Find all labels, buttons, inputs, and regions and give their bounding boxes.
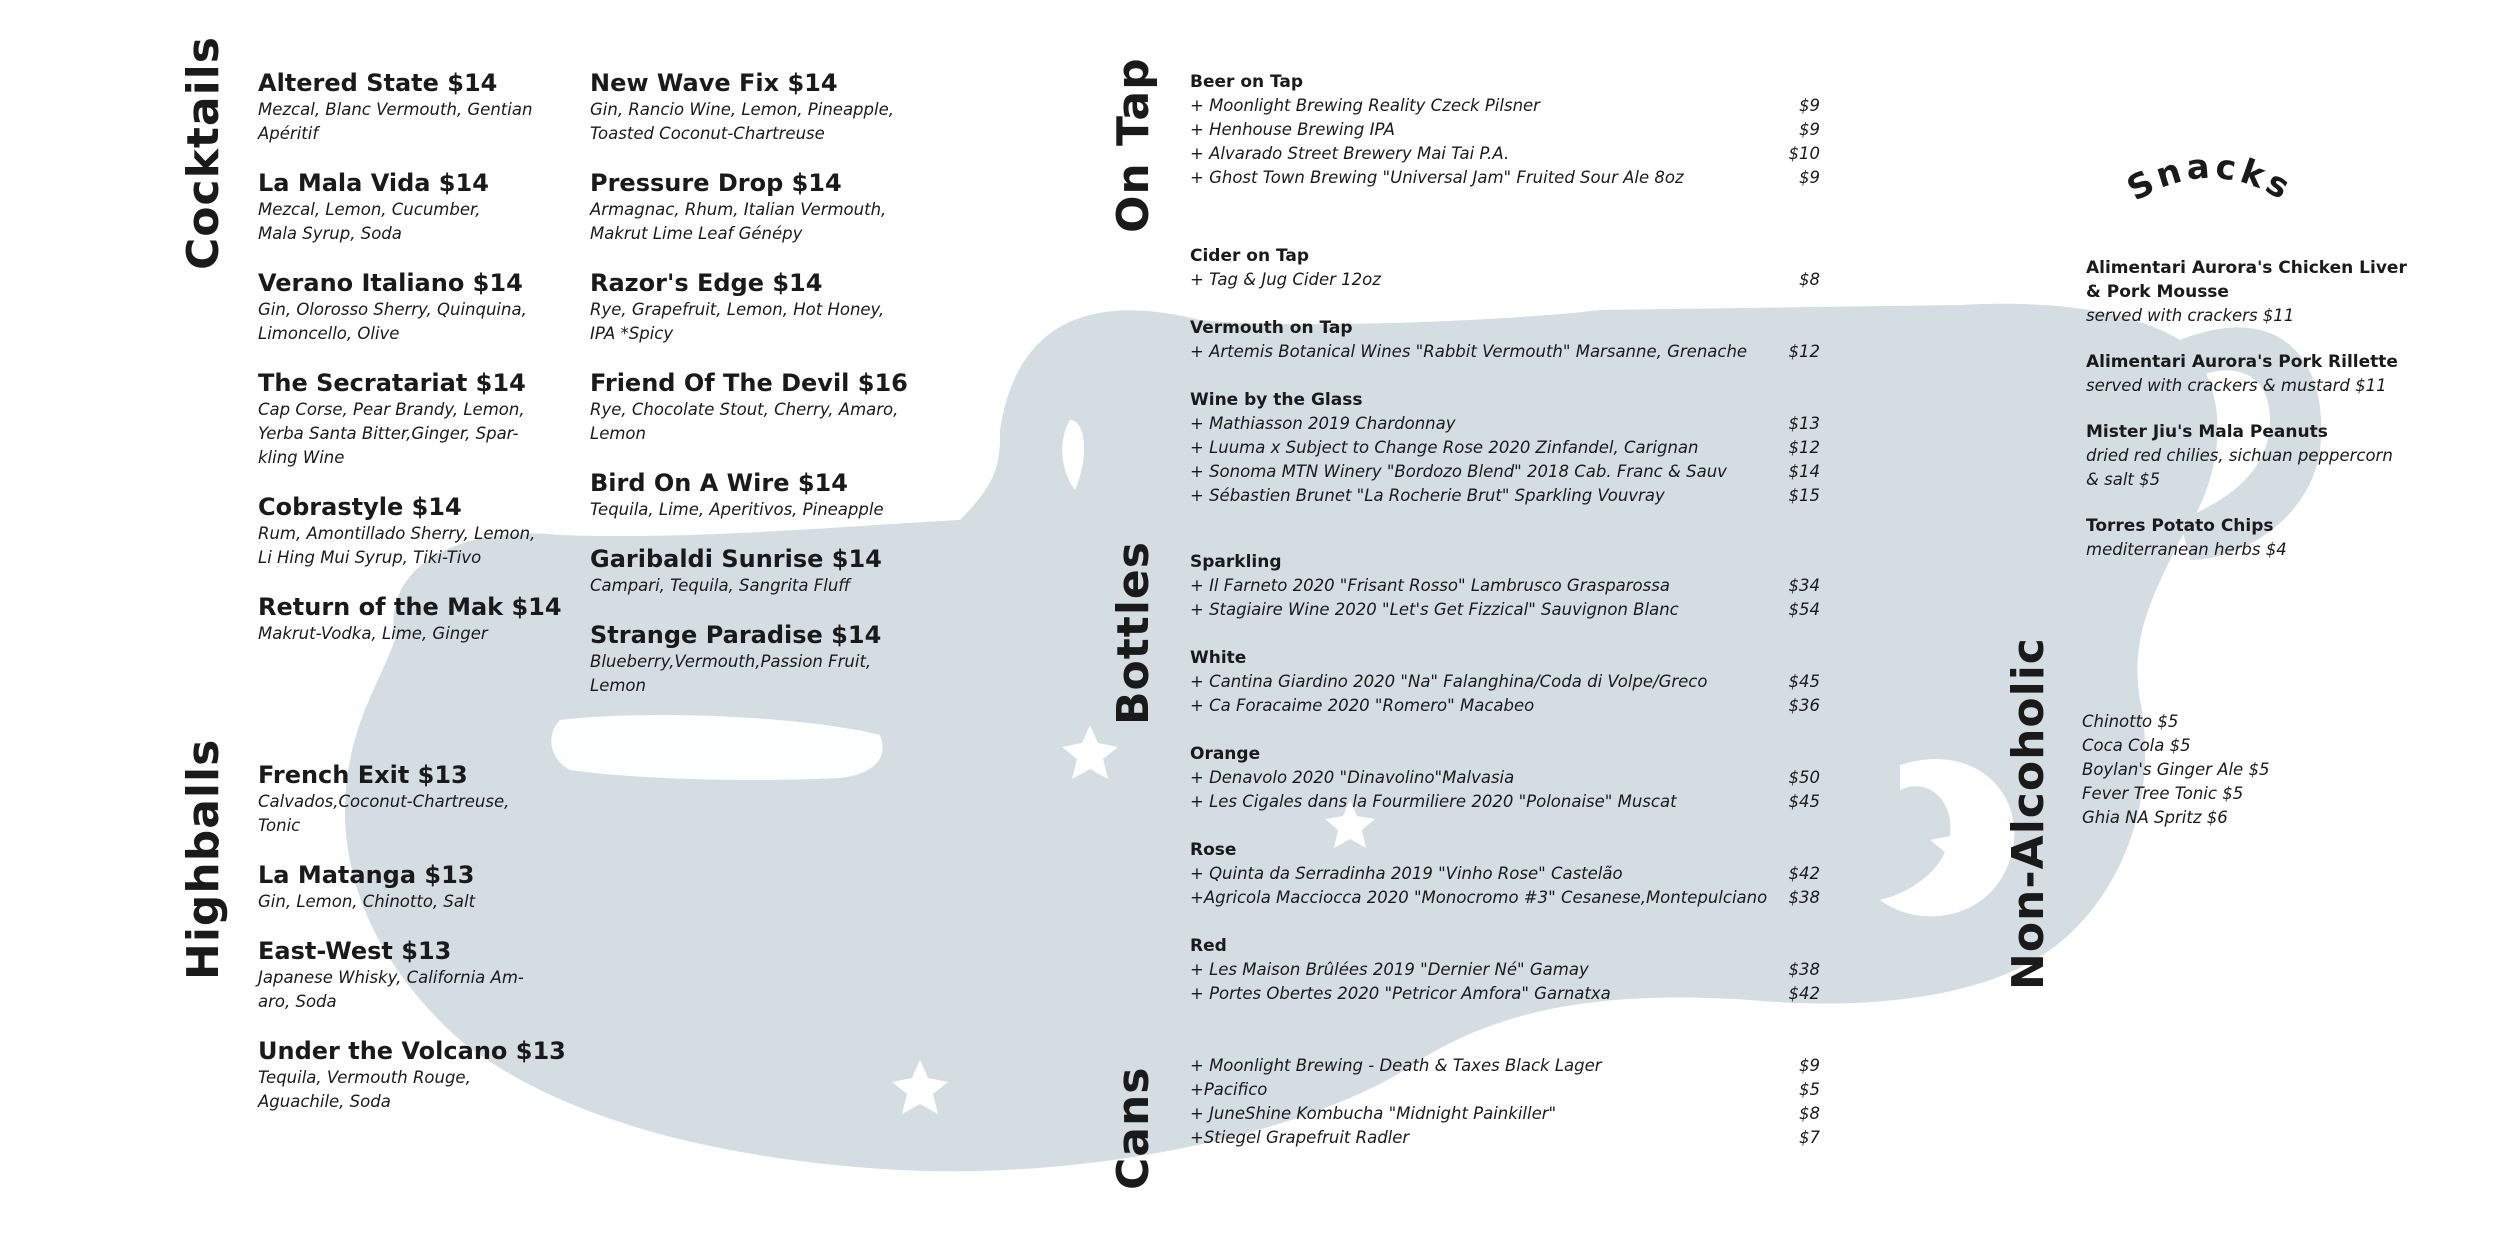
drink-name: Return of the Mak $14 [258,593,562,621]
snack-description: served with crackers $11 [2086,306,2295,325]
drink-description: Campari, Tequila, Sangrita Fluff [590,576,851,595]
item-price: $12 [1788,438,1820,457]
item-name: + Il Farneto 2020 "Frisant Rosso" Lambrusco Grasparossa [1190,576,1670,595]
item-price: $50 [1788,768,1820,787]
item-name: + Portes Obertes 2020 "Petricor Amfora" Garnatxa [1190,984,1611,1003]
item-price: $14 [1788,462,1820,481]
drink-description: Gin, Lemon, Chinotto, Salt [258,892,476,911]
snack-name: Torres Potato Chips [2086,516,2274,536]
menu-row [1190,982,1820,1006]
cocktails-heading: Cocktails [178,36,229,270]
drink-item [258,268,568,346]
menu-row [1190,574,1820,598]
drink-description: Rye, Grapefruit, Lemon, Hot Honey, [590,300,885,319]
snacks-heading-text: Snacks [2120,146,2300,210]
drink-description: aro, Soda [258,992,337,1011]
drink-name: Pressure Drop $14 [590,169,842,197]
non-alcoholic-item: Ghia NA Spritz $6 [2082,808,2228,827]
item-name: + Les Cigales dans la Fourmiliere 2020 "Polonaise" Muscat [1190,792,1677,811]
item-price: $8 [1799,270,1820,289]
drink-item [258,936,578,1014]
cocktails-list-right [590,68,920,720]
drink-description: Yerba Santa Bitter,Ginger, Spar- [258,424,519,443]
drink-name: East-West $13 [258,937,452,965]
drink-description: Mala Syrup, Soda [258,224,402,243]
menu-row [1190,598,1820,622]
item-name: + Moonlight Brewing - Death & Taxes Black Lager [1190,1056,1602,1075]
item-name: + Moonlight Brewing Reality Czeck Pilsner [1190,96,1540,115]
snack-description: & salt $5 [2086,470,2161,489]
bottles-heading: Bottles [1108,541,1159,725]
snack-item [2086,420,2416,492]
drink-description: Apéritif [258,124,319,143]
drink-description: Gin, Rancio Wine, Lemon, Pineapple, [590,100,894,119]
non-alcoholic-heading: Non-Alcoholic [2003,637,2054,990]
drink-name: The Secratariat $14 [258,369,526,397]
menu-row [1190,460,1820,484]
drink-item [590,620,920,698]
drink-description: Lemon [590,424,646,443]
drink-item [258,1036,578,1114]
snack-description: served with crackers & mustard $11 [2086,376,2387,395]
bottles-list [1190,550,1820,1006]
menu-row [1190,436,1820,460]
item-name: +Stiegel Grapefruit Radler [1190,1128,1410,1147]
non-alcoholic-list [2082,710,2362,830]
drink-name: French Exit $13 [258,761,468,789]
menu-row [1190,268,1820,292]
item-price: $13 [1788,414,1820,433]
drink-item [258,492,568,570]
menu-section [1190,70,1820,190]
cocktails-list-left [258,68,568,668]
drink-description: Rum, Amontillado Sherry, Lemon, [258,524,536,543]
menu-row [1190,886,1820,910]
item-name: +Agricola Macciocca 2020 "Monocromo #3" Cesanese,Montepulciano [1190,888,1768,907]
item-price: $54 [1788,600,1820,619]
menu-row [1190,340,1820,364]
section-title: Red [1190,936,1227,956]
drink-description: Japanese Whisky, California Am- [258,968,524,987]
snack-item [2086,350,2416,398]
drink-description: kling Wine [258,448,345,467]
drink-item [590,368,920,446]
menu-row [1190,958,1820,982]
drink-description: Tequila, Vermouth Rouge, [258,1068,471,1087]
highballs-heading: Highballs [178,738,229,980]
drink-item [590,168,920,246]
drink-description: Rye, Chocolate Stout, Cherry, Amaro, [590,400,899,419]
item-name: + Tag & Jug Cider 12oz [1190,270,1381,289]
menu-row [1190,1126,1820,1150]
drink-description: Makrut Lime Leaf Génépy [590,224,803,243]
snack-item [2086,514,2416,562]
menu-row [1190,1054,1820,1078]
menu-row [1190,694,1820,718]
menu-section [1190,316,1820,364]
menu-row [1190,1102,1820,1126]
drink-description: Limoncello, Olive [258,324,400,343]
item-name: + Quinta da Serradinha 2019 "Vinho Rose" Castelão [1190,864,1623,883]
item-name: + Sonoma MTN Winery "Bordozo Blend" 2018 Cab. Franc & Sauv [1190,462,1727,481]
menu-row [1190,94,1820,118]
menu-row [1190,412,1820,436]
menu-section [1190,838,1820,910]
section-title: Cider on Tap [1190,246,1310,266]
menu-section [1190,742,1820,814]
drink-item [590,268,920,346]
menu-row [1190,142,1820,166]
item-price: $15 [1788,486,1820,505]
non-alcoholic-item: Boylan's Ginger Ale $5 [2082,760,2270,779]
snack-name: Alimentari Aurora's Chicken Liver [2086,258,2407,278]
menu-row [1190,766,1820,790]
cans-list [1190,1054,1820,1150]
drink-description: Blueberry,Vermouth,Passion Fruit, [590,652,872,671]
menu-row [1190,484,1820,508]
svg-text:Snacks [2121,146,2300,209]
section-title: Beer on Tap [1190,72,1304,92]
item-name: + Ca Foracaime 2020 "Romero" Macabeo [1190,696,1535,715]
drink-description: Makrut-Vodka, Lime, Ginger [258,624,488,643]
drink-item [258,760,578,838]
drink-description: IPA *Spicy [590,324,674,343]
item-name: +Pacifico [1190,1080,1268,1099]
menu-section [1190,646,1820,718]
snack-description: dried red chilies, sichuan peppercorn [2086,446,2393,465]
non-alcoholic-item: Fever Tree Tonic $5 [2082,784,2244,803]
drink-name: Razor's Edge $14 [590,269,823,297]
drink-name: Altered State $14 [258,69,498,97]
item-price: $5 [1799,1080,1820,1099]
non-alcoholic-item: Chinotto $5 [2082,712,2179,731]
drink-name: Under the Volcano $13 [258,1037,566,1065]
drink-name: Garibaldi Sunrise $14 [590,545,882,573]
menu-section [1190,388,1820,508]
snack-name: Mister Jiu's Mala Peanuts [2086,422,2328,442]
drink-name: La Mala Vida $14 [258,169,489,197]
drink-description: Cap Corse, Pear Brandy, Lemon, [258,400,525,419]
item-name: + Luuma x Subject to Change Rose 2020 Zinfandel, Carignan [1190,438,1699,457]
drink-name: Bird On A Wire $14 [590,469,848,497]
item-price: $9 [1799,120,1820,139]
item-price: $45 [1788,792,1820,811]
drink-item [258,168,568,246]
drink-name: Cobrastyle $14 [258,493,462,521]
item-price: $8 [1799,1104,1820,1123]
menu-row [1190,118,1820,142]
snacks-list [2086,256,2416,584]
section-title: Vermouth on Tap [1190,318,1353,338]
menu-row [1190,862,1820,886]
item-price: $9 [1799,96,1820,115]
drink-description: Tequila, Lime, Aperitivos, Pineapple [590,500,884,519]
drink-name: La Matanga $13 [258,861,475,889]
item-price: $12 [1788,342,1820,361]
menu-section [1190,934,1820,1006]
drink-item [258,368,568,470]
item-price: $38 [1788,888,1820,907]
item-price: $34 [1788,576,1820,595]
drink-item [590,468,920,522]
menu-row [1190,790,1820,814]
item-price: $36 [1788,696,1820,715]
drink-description: Tonic [258,816,301,835]
drink-description: Mezcal, Lemon, Cucumber, [258,200,481,219]
drink-item [258,860,578,914]
drink-name: Strange Paradise $14 [590,621,882,649]
snack-name: & Pork Mousse [2086,282,2229,302]
highballs-list [258,760,578,1136]
drink-item [590,68,920,146]
snack-item [2086,256,2416,328]
menu-section [1190,550,1820,622]
drink-description: Lemon [590,676,646,695]
item-name: + Ghost Town Brewing "Universal Jam" Fruited Sour Ale 8oz [1190,168,1684,187]
item-name: + Artemis Botanical Wines "Rabbit Vermouth" Marsanne, Grenache [1190,342,1748,361]
drink-description: Aguachile, Soda [258,1092,391,1111]
drink-name: Friend Of The Devil $16 [590,369,908,397]
item-price: $38 [1788,960,1820,979]
section-title: White [1190,648,1247,668]
item-name: + Denavolo 2020 "Dinavolino"Malvasia [1190,768,1515,787]
item-name: + Alvarado Street Brewery Mai Tai P.A. [1190,144,1510,163]
item-price: $9 [1799,168,1820,187]
snacks-heading [2100,138,2320,228]
item-price: $45 [1788,672,1820,691]
item-name: + Les Maison Brûlées 2019 "Dernier Né" Gamay [1190,960,1589,979]
drink-item [258,68,568,146]
drink-description: Li Hing Mui Syrup, Tiki-Tivo [258,548,482,567]
menu-section [1190,244,1820,292]
drink-description: Armagnac, Rhum, Italian Vermouth, [590,200,887,219]
item-price: $10 [1788,144,1820,163]
item-name: + Stagiaire Wine 2020 "Let's Get Fizzical" Sauvignon Blanc [1190,600,1679,619]
drink-description: Calvados,Coconut-Chartreuse, [258,792,510,811]
on-tap-heading: On Tap [1108,57,1159,233]
cans-heading: Cans [1108,1066,1159,1190]
drink-description: Toasted Coconut-Chartreuse [590,124,825,143]
item-price: $9 [1799,1056,1820,1075]
item-name: + Cantina Giardino 2020 "Na" Falanghina/Coda di Volpe/Greco [1190,672,1708,691]
item-name: + Henhouse Brewing IPA [1190,120,1395,139]
item-name: + Sébastien Brunet "La Rocherie Brut" Sparkling Vouvray [1190,486,1665,505]
on-tap-list [1190,70,1820,508]
item-name: + Mathiasson 2019 Chardonnay [1190,414,1456,433]
item-price: $42 [1788,864,1820,883]
item-name: + JuneShine Kombucha "Midnight Painkiller" [1190,1104,1557,1123]
section-title: Orange [1190,744,1261,764]
drink-description: Gin, Olorosso Sherry, Quinquina, [258,300,527,319]
snack-name: Alimentari Aurora's Pork Rillette [2086,352,2398,372]
drink-item [590,544,920,598]
drink-item [258,592,568,646]
snack-description: mediterranean herbs $4 [2086,540,2287,559]
menu-row [1190,166,1820,190]
drink-name: Verano Italiano $14 [258,269,523,297]
non-alcoholic-item: Coca Cola $5 [2082,736,2191,755]
menu-row [1190,670,1820,694]
section-title: Rose [1190,840,1237,860]
drink-name: New Wave Fix $14 [590,69,838,97]
section-title: Sparkling [1190,552,1282,572]
item-price: $7 [1799,1128,1820,1147]
menu-row [1190,1078,1820,1102]
item-price: $42 [1788,984,1820,1003]
section-title: Wine by the Glass [1190,390,1363,410]
drink-description: Mezcal, Blanc Vermouth, Gentian [258,100,533,119]
